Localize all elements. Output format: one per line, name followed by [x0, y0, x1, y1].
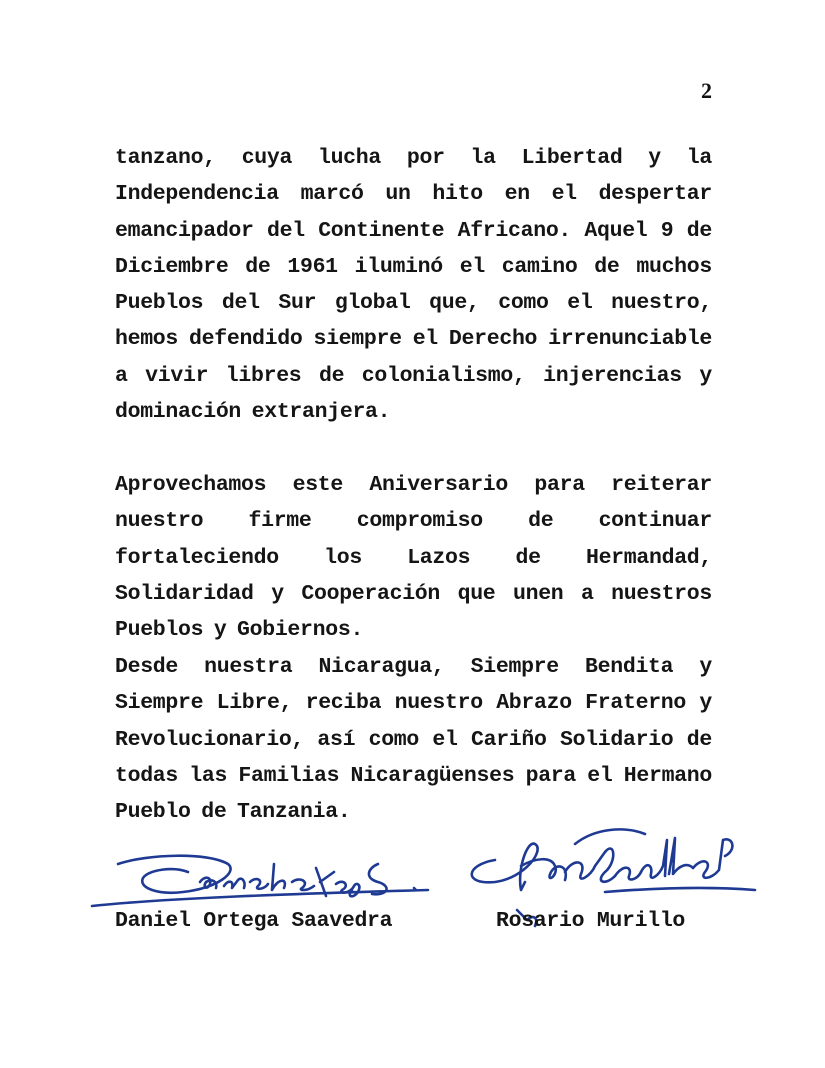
paragraph-1: tanzano, cuya lucha por la Libertad y la Independencia marcó un hito en el despertar emancipador del Continente Africano. Aquel 9 de Diciembre de 1961 iluminó el camino de muchos Pueblos del Sur global que, como el nuestro, hemos defendido siempre el Derecho irrenunciable a vivir libres de colonialismo, injerencias y dominación extranjera.: [115, 146, 712, 425]
signatory-name-right: Rosario Murillo: [496, 909, 686, 933]
paragraph-2: Aprovechamos este Aniversario para reiterar nuestro firme compromiso de continuar fortaleciendo los Lazos de Hermandad, Solidaridad y Cooperación que unen a nuestros Pueblos y Gobiernos.: [115, 473, 712, 643]
paragraph-3: Desde nuestra Nicaragua, Siempre Bendita y Siempre Libre, reciba nuestro Abrazo Fraterno y Revolucionario, así como el Cariño Solidario de todas las Familias Nicaragüenses para el Hermano Pueblo de Tanzania.: [115, 655, 712, 825]
signatory-name-left: Daniel Ortega Saavedra: [115, 909, 393, 933]
page-number: 2: [701, 78, 712, 103]
